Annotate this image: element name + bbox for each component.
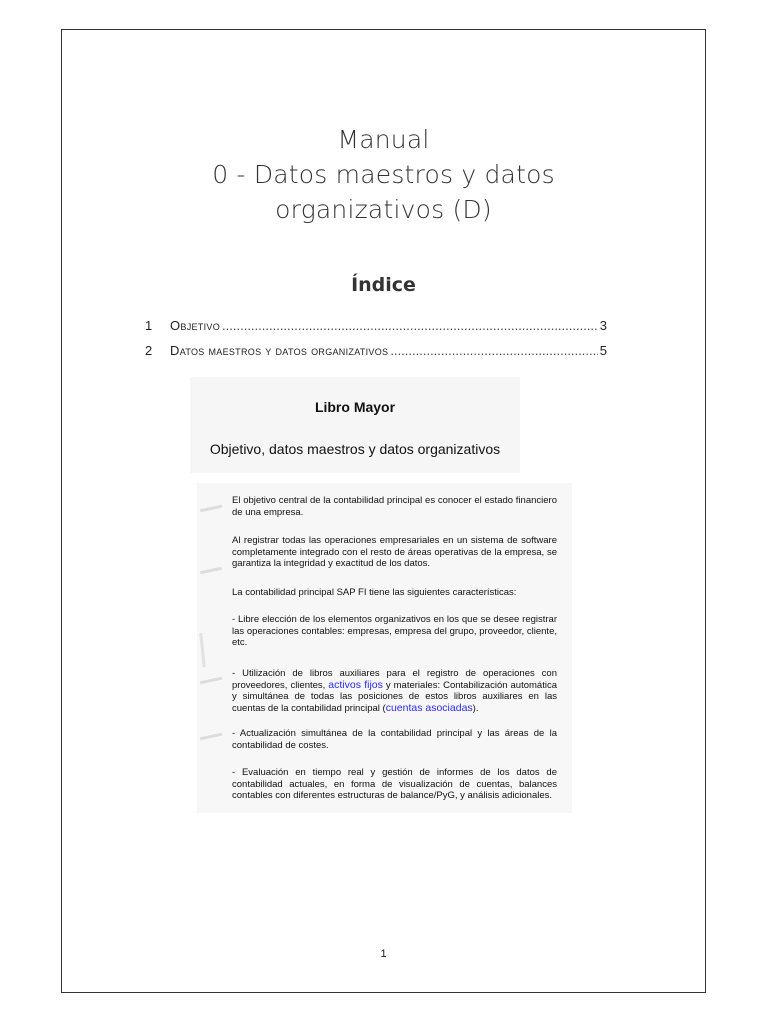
- slide-paragraph: - Libre elección de los elementos organizativos en los que se desee registrar las operaciones contables: empresas, empresa del grupo, proveedor, cliente, etc.: [232, 614, 557, 648]
- slide-paragraph: La contabilidad principal SAP FI tiene las siguientes características:: [232, 587, 517, 598]
- title-line-1: Manual: [337, 125, 430, 154]
- toc-leader-dots: [390, 343, 597, 358]
- decorative-dash: [200, 677, 222, 685]
- slide-text: ).: [472, 702, 479, 714]
- toc-entry-page: 3: [599, 318, 607, 333]
- decorative-dash: [200, 567, 222, 575]
- toc-entry-label[interactable]: Datos maestros y datos organizativos: [170, 343, 389, 358]
- slide-paragraph: Al registrar todas las operaciones empresariales en un sistema de software completamente integrado con el resto de áreas operativas de la empresa, se garantiza la integridad y exactitud de los datos.: [232, 535, 557, 569]
- toc-entry-number: 2: [145, 343, 153, 358]
- table-of-contents: [145, 318, 607, 368]
- decorative-dash: [200, 733, 222, 741]
- toc-entry-label[interactable]: Objetivo: [170, 318, 221, 333]
- slide-text: - Utilización de libros auxiliares para el registro de operaciones con proveedores, clientes,: [232, 668, 557, 691]
- toc-heading: Índice: [351, 274, 416, 296]
- slide-title: Libro Mayor: [314, 399, 396, 415]
- page-number: 1: [380, 948, 387, 960]
- title-line-3: organizativos (D): [275, 195, 492, 224]
- toc-entry-page: 5: [599, 343, 607, 358]
- toc-leader-dots: [222, 318, 598, 333]
- slide-paragraph: - Evaluación en tiempo real y gestión de informes de los datos de contabilidad actuales, en forma de visualización de cuentas, balances contables con diferentes estructuras de balance/PyG, y análisis adicionales.: [232, 767, 557, 801]
- toc-entry-objetivo[interactable]: [145, 318, 607, 343]
- slide-text: y materiales: Contabilización automática y simultánea de todas las posiciones de estos libros auxiliares en las cuentas de la contabilidad principal (: [232, 679, 557, 714]
- slide-paragraph: [232, 668, 557, 714]
- slide-header-image: [190, 377, 520, 473]
- decorative-dash: [200, 505, 222, 513]
- slide-paragraph: - Actualización simultánea de la contabilidad principal y las áreas de la contabilidad de costes.: [232, 728, 557, 751]
- toc-entry-number: 1: [145, 318, 153, 333]
- title-line-2: 0 - Datos maestros y datos: [212, 160, 555, 189]
- document-title: [61, 122, 706, 227]
- decorative-mark: [199, 633, 206, 667]
- activos-fijos-link[interactable]: activos fijos: [328, 678, 383, 691]
- slide-body-image: [197, 483, 572, 813]
- slide-paragraph: El objetivo central de la contabilidad principal es conocer el estado financiero de una empresa.: [232, 495, 557, 518]
- cuentas-asociadas-link[interactable]: cuentas asociadas: [385, 701, 473, 714]
- toc-entry-datos-maestros[interactable]: [145, 343, 607, 368]
- slide-subtitle: Objetivo, datos maestros y datos organizativos: [209, 441, 501, 457]
